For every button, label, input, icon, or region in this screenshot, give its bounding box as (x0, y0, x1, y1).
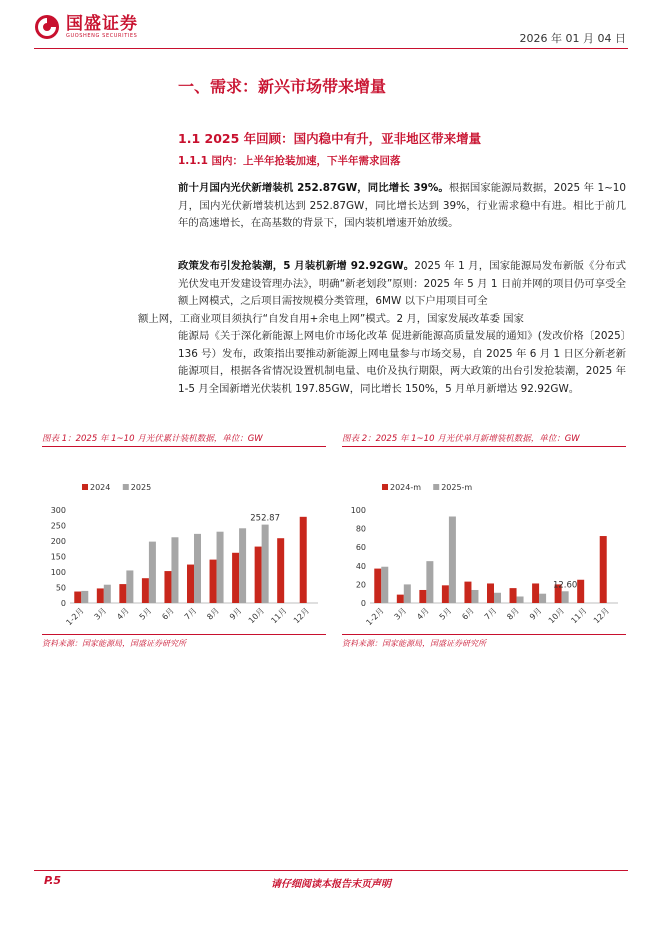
x-tick-label: 6月 (460, 606, 476, 622)
x-tick-label: 8月 (205, 606, 221, 622)
bar-2025-5月 (149, 542, 156, 603)
y-tick-label: 300 (50, 506, 66, 515)
y-tick-label: 100 (50, 568, 66, 577)
logo-name: 国盛证券 (66, 13, 138, 34)
paragraph-policy (138, 258, 626, 398)
y-tick-label: 80 (355, 524, 366, 534)
bar-2025-4月 (126, 570, 133, 603)
bar-2025-1-2月 (81, 591, 88, 603)
legend-label: 2025 (130, 483, 152, 492)
x-tick-label: 8月 (505, 606, 521, 622)
x-tick-label: 1-2月 (64, 606, 86, 628)
x-tick-label: 9月 (527, 606, 544, 622)
chart-monthly (342, 432, 626, 650)
logo-en: GUOSHENG SECURITIES (66, 32, 138, 39)
x-tick-label: 11月 (569, 606, 589, 626)
y-tick-label: 250 (50, 521, 66, 531)
bar-2025-10月 (262, 525, 269, 603)
chart-title: 图表 1：2025 年 1~10 月光伏累计装机数据，单位：GW (42, 434, 263, 444)
bar-2024-1-2月 (74, 592, 81, 603)
chart-monthly-svg (342, 447, 626, 633)
bar-2025-6月 (171, 537, 178, 603)
x-tick-label: 10月 (546, 606, 567, 626)
legend-swatch (82, 484, 88, 490)
bar-2025-m-4月 (426, 561, 433, 603)
subsection-heading: 1.1 2025 年回顾：国内稳中有升，亚非地区带来增量 (178, 131, 482, 146)
x-tick-label: 4月 (115, 606, 131, 622)
legend-swatch (433, 484, 439, 490)
bar-2025-m-8月 (517, 596, 524, 603)
x-tick-label: 12月 (291, 606, 312, 626)
x-tick-label: 7月 (182, 606, 199, 622)
paragraph-body: 能源局《关于深化新能源上网电价市场化改革 促进新能源高质量发展的通知》(发改价格〔2025〕136 号）发布，政策指出要推动新能源上网电量参与市场交易，自 2025 年 6 月 1 日区分新老新能源项目，根据各省情况设置机制电量、电价及执行期限，两大政策的出台引发抢装潮，2025 年 1-5 月全国新增光伏装机 197.85GW，同比增长 150%，5 月单月新增达 92.92GW。 (178, 330, 626, 395)
footer-divider (34, 870, 628, 871)
bar-2024-m-5月 (442, 585, 449, 603)
x-tick-label: 11月 (269, 606, 289, 626)
y-tick-label: 150 (50, 552, 66, 562)
x-tick-label: 5月 (437, 606, 454, 622)
legend-swatch (123, 484, 129, 490)
y-tick-label: 60 (355, 543, 366, 553)
footer-disclaimer: 请仔细阅读本报告末页声明 (271, 879, 391, 890)
legend-label: 2024 (90, 483, 111, 492)
bar-2025-m-5月 (449, 517, 456, 603)
paragraph-installations (178, 180, 626, 233)
x-tick-label: 3月 (392, 606, 409, 622)
y-tick-label: 0 (60, 599, 66, 608)
sub-subsection-heading: 1.1.1 国内：上半年抢装加速，下半年需求回落 (178, 155, 401, 167)
chart-source: 资料来源：国家能源局，国盛证券研究所 (342, 639, 486, 648)
bar-2024-8月 (210, 560, 217, 603)
legend-swatch (382, 484, 388, 490)
chart-source-divider (342, 634, 626, 635)
data-label: 252.87 (250, 513, 281, 524)
y-tick-label: 100 (350, 506, 366, 515)
bar-2024-m-7月 (487, 583, 494, 603)
guosheng-logo-icon (34, 14, 60, 40)
bar-2024-7月 (187, 565, 194, 603)
bar-2024-m-8月 (510, 588, 517, 603)
header-divider (34, 48, 628, 49)
bar-2024-11月 (277, 538, 284, 603)
y-tick-label: 0 (360, 599, 366, 608)
chart-source-divider (42, 634, 326, 635)
bar-2024-m-6月 (464, 582, 471, 603)
paragraph-lead: 前十月国内光伏新增装机 252.87GW，同比增长 39%。 (178, 182, 449, 194)
bar-2025-8月 (217, 532, 224, 603)
section-heading: 一、需求：新兴市场带来增量 (178, 77, 387, 96)
x-tick-label: 6月 (160, 606, 176, 622)
y-tick-label: 20 (355, 580, 366, 590)
bar-2024-12月 (300, 517, 307, 603)
x-tick-label: 9月 (227, 606, 244, 622)
paragraph-body: 根据国家能源局数据，2025 年 1~10 月，国内光伏新增装机达到 252.87GW，同比增长达到 39%，行业需求稳中有进。相比于前几年的高速增长，在高基数的背景下，国内装机增速开始放缓。 (178, 182, 626, 229)
chart-cumulative-svg (42, 447, 326, 633)
bar-2025-m-7月 (494, 593, 501, 603)
y-tick-label: 40 (355, 561, 366, 571)
bar-2025-9月 (239, 528, 246, 603)
bar-2025-m-9月 (539, 594, 546, 603)
chart-source: 资料来源：国家能源局，国盛证券研究所 (42, 639, 186, 648)
company-logo (34, 14, 138, 40)
paragraph-body: 2025 年 1 月，国家能源局发布新版《分布式光伏发电开发建设管理办法》，明确“新老划段”原则：2025 年 5 月 1 日前并网的项目仍可享受全额上网模式，之后项目需按规模分类管理，6MW 以下户用项目可全 (178, 260, 626, 307)
data-label: 12.60 (552, 580, 578, 591)
bar-2025-m-6月 (471, 590, 478, 603)
bar-2025-7月 (194, 534, 201, 603)
x-tick-label: 12月 (591, 606, 612, 626)
x-tick-label: 1-2月 (364, 606, 386, 628)
bar-2025-3月 (104, 585, 111, 603)
bar-2024-m-12月 (600, 536, 607, 603)
bar-2024-m-4月 (419, 590, 426, 603)
report-date: 2026 年 01 月 04 日 (519, 32, 626, 45)
page-number: P.5 (44, 874, 62, 887)
bar-2024-m-3月 (397, 595, 404, 603)
bar-2024-5月 (142, 578, 149, 603)
y-tick-label: 200 (50, 537, 66, 546)
x-tick-label: 4月 (415, 606, 431, 622)
y-tick-label: 50 (55, 583, 66, 593)
paragraph-lead: 政策发布引发抢装潮，5 月装机新增 92.92GW。 (178, 260, 415, 272)
x-tick-label: 5月 (137, 606, 154, 622)
chart-title: 图表 2：2025 年 1~10 月光伏单月新增装机数据，单位：GW (342, 434, 580, 444)
bar-2024-m-1-2月 (374, 569, 381, 603)
paragraph-body-outdent: 额上网，工商业项目须执行“自发自用+余电上网”模式。2 月，国家发展改革委 国家 (138, 312, 524, 325)
chart-cumulative (42, 432, 326, 650)
x-tick-label: 7月 (482, 606, 499, 622)
bar-2024-10月 (255, 547, 262, 603)
bar-2025-m-1-2月 (381, 567, 388, 603)
legend-label: 2024-m (390, 483, 422, 492)
bar-2024-4月 (119, 584, 126, 603)
x-tick-label: 10月 (246, 606, 267, 626)
bar-2024-3月 (97, 588, 104, 603)
bar-2024-9月 (232, 553, 239, 603)
bar-2024-m-9月 (532, 583, 539, 603)
bar-2025-m-3月 (404, 584, 411, 603)
x-tick-label: 3月 (92, 606, 109, 622)
bar-2024-6月 (164, 571, 171, 603)
legend-label: 2025-m (441, 483, 473, 492)
bar-2025-m-10月 (562, 591, 569, 603)
bar-2024-m-11月 (577, 580, 584, 603)
